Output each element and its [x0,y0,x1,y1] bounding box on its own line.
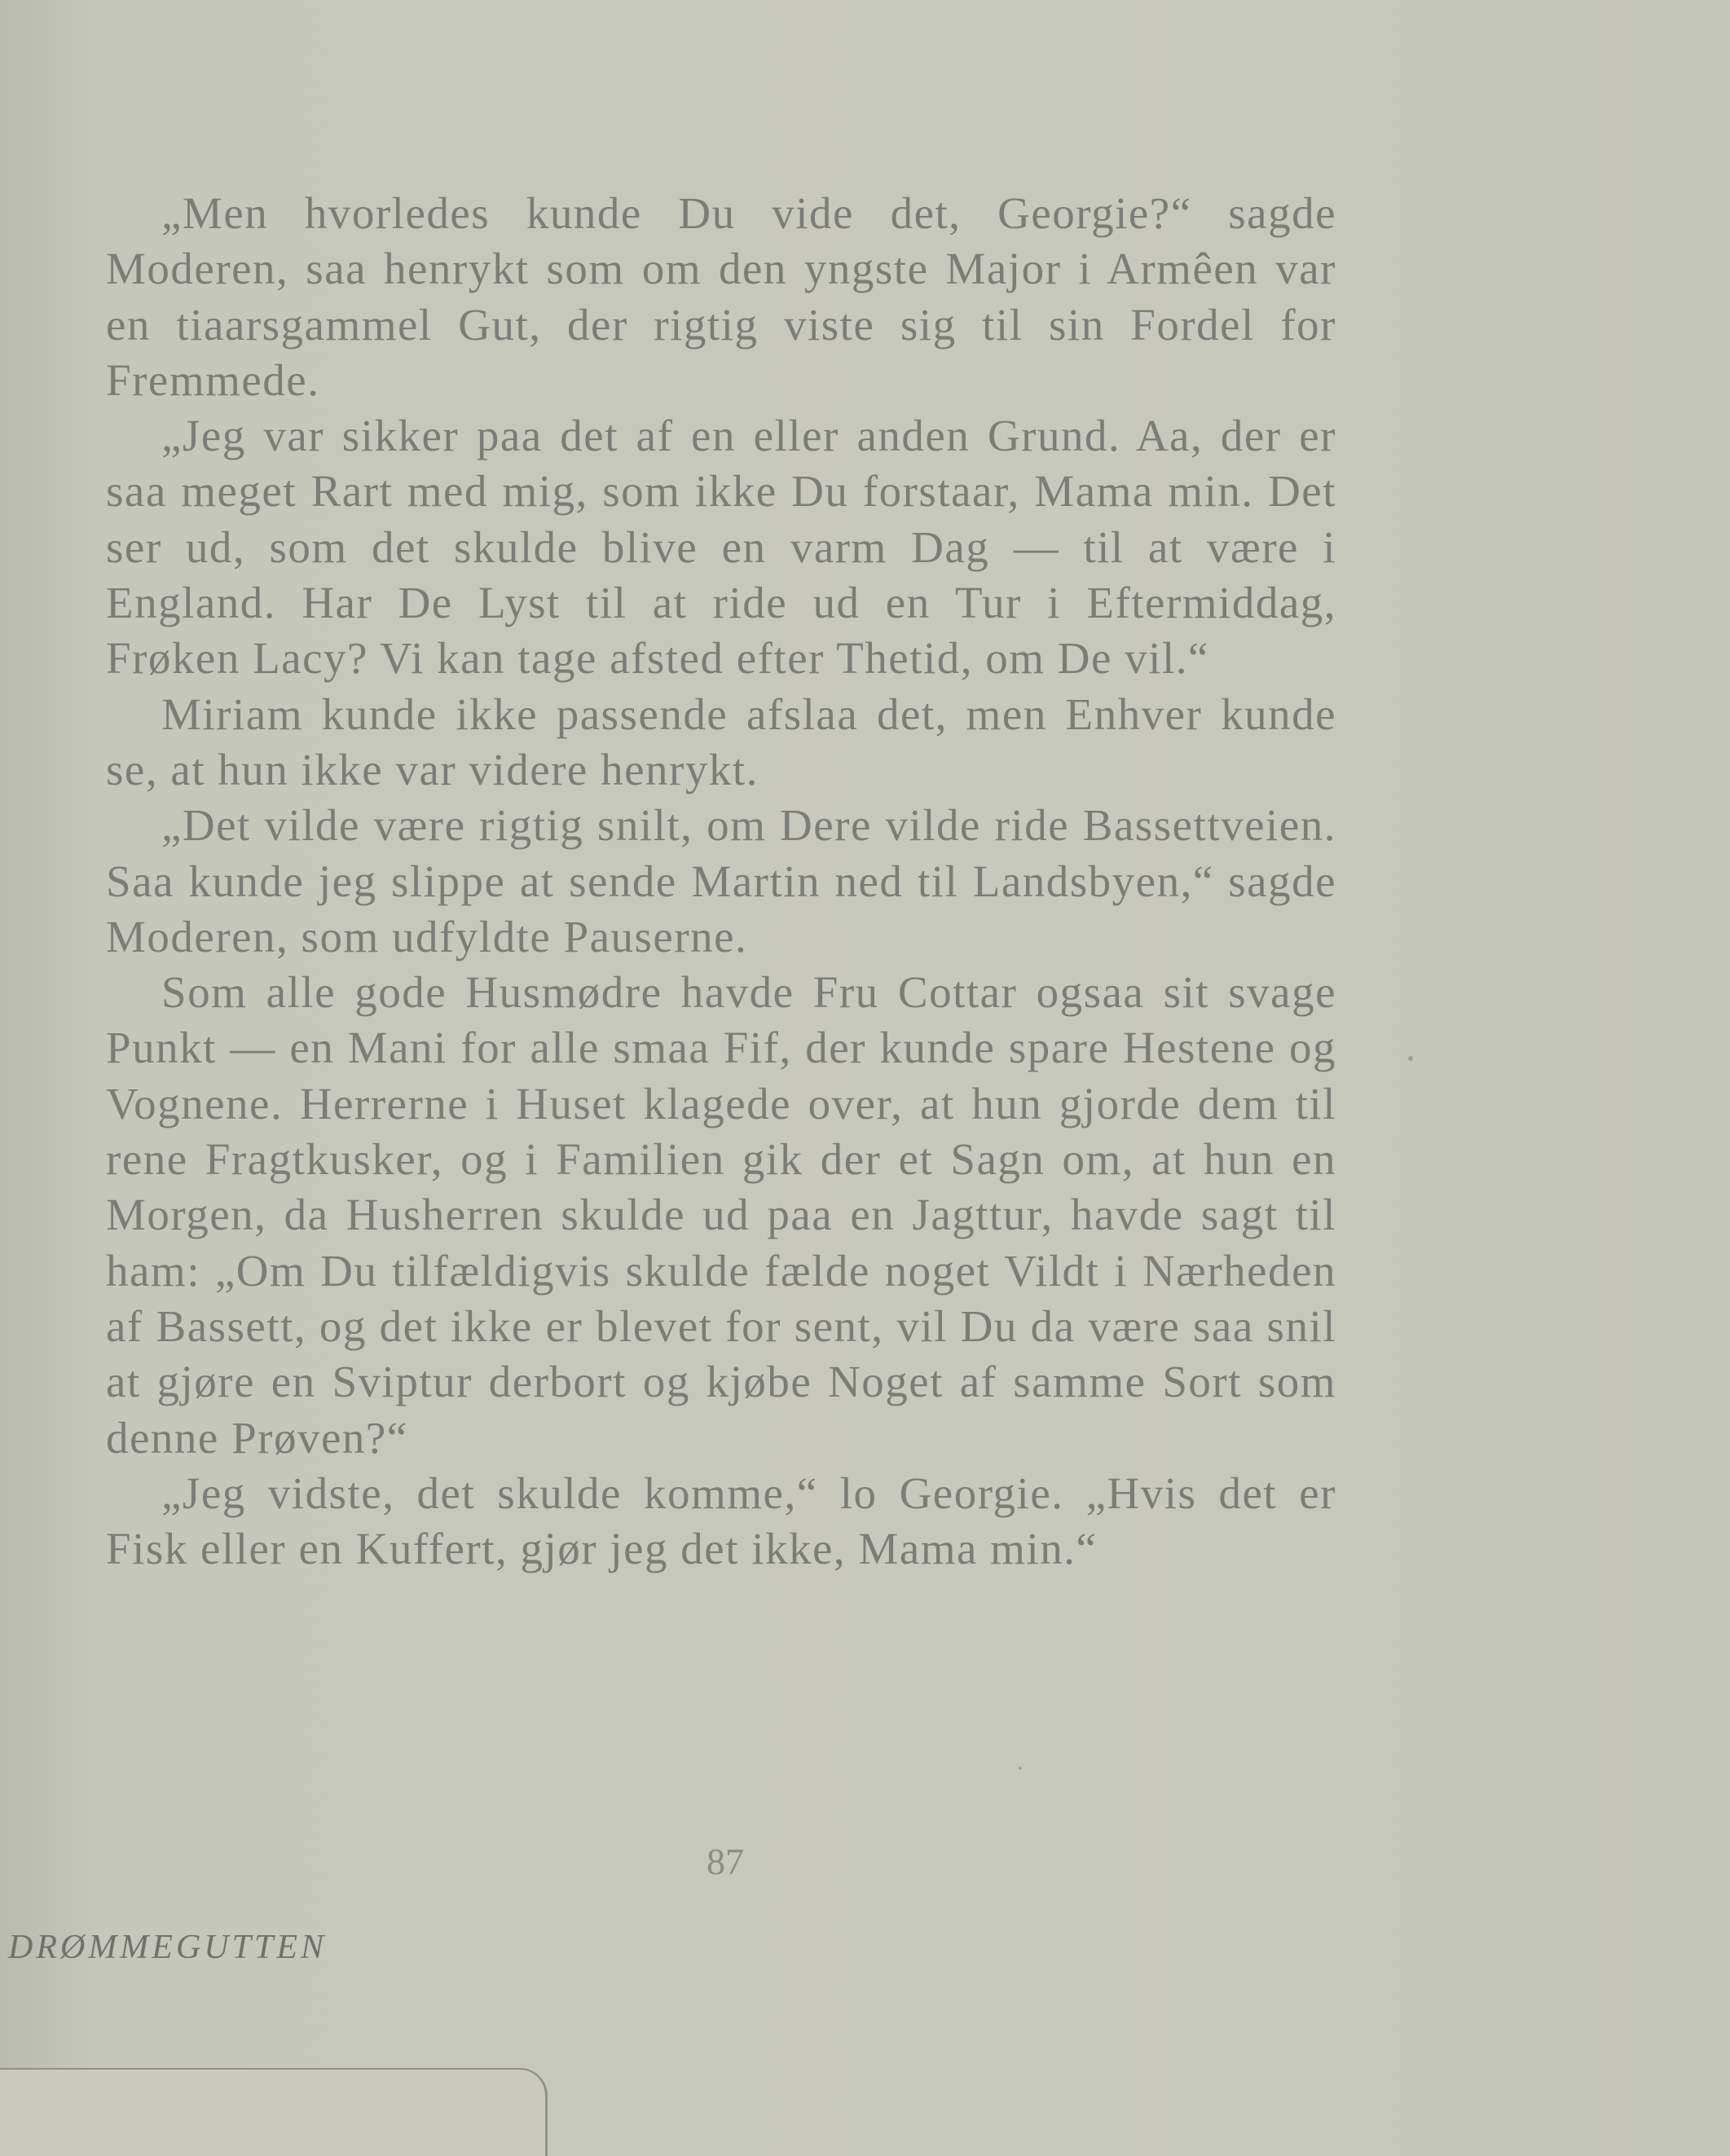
paper-speck [1408,1056,1413,1061]
body-text [106,186,1336,1577]
paragraph-4: „Det vilde være rigtig snilt, om Dere vilde ride Bassettveien. Saa kunde jeg slippe at sende Martin ned til Landsbyen,“ sagde Moderen, som udfyldte Pauserne. [106,800,1336,961]
paragraph-1: „Men hvorledes kunde Du vide det, Georgie?“ sagde Moderen, saa henrykt som om den yngste Major i Armêen var en tiaarsgammel Gut, der rigtig viste sig til sin Fordel for Fremmede. [106,188,1336,405]
paragraph-3: Miriam kunde ikke passende afslaa det, men Enhver kunde se, at hun ikke var videre henrykt. [106,689,1336,794]
paragraph-6: „Jeg vidste, det skulde komme,“ lo Georgie. „Hvis det er Fisk eller en Kuffert, gjør jeg det ikke, Mama min.“ [106,1467,1336,1574]
paragraph-2: „Jeg var sikker paa det af en eller anden Grund. Aa, der er saa meget Rart med mig, som ikke Du forstaar, Mama min. Det ser ud, som det skulde blive en varm Dag — til at være i England. Har De Lyst til at ride ud en Tur i Eftermiddag, Frøken Lacy? Vi kan tage afsted efter Thetid, om De vil.“ [106,411,1336,684]
paragraph-5: Som alle gode Husmødre havde Fru Cottar ogsaa sit svage Punkt — en Mani for alle smaa Fif, der kunde spare Hestene og Vognene. Herrerne i Huset klagede over, at hun gjorde dem til rene Fragtkusker, og i Familien gik der et Sagn om, at hun en Morgen, da Husherren skulde ud paa en Jagttur, havde sagt til ham: „Om Du tilfældigvis skulde fælde noget Vildt i Nærheden af Bassett, og det ikke er blevet for sent, vil Du da være saa snil at gjøre en Sviptur derbort og kjøbe Noget af samme Sort som denne Prøven?“ [106,967,1336,1463]
book-title-footer: DRØMMEGUTTEN [8,1929,327,1966]
page-number: 87 [707,1841,744,1882]
paper-speck [1019,1767,1022,1770]
page-corner-flap [0,2068,548,2156]
